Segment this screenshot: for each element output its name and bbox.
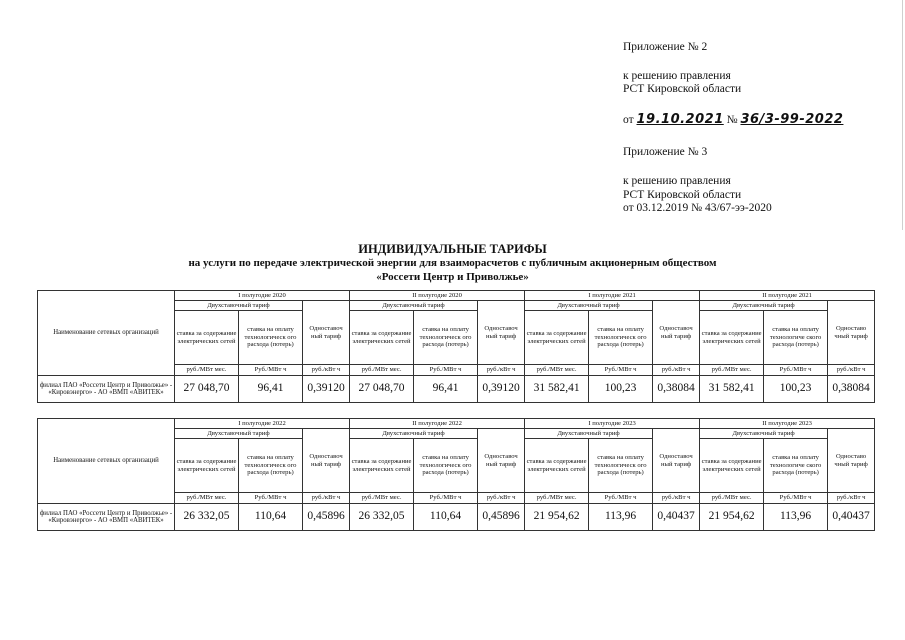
maintenance-rate-header: ставка за содержание электрических сетей — [350, 439, 414, 493]
two-rate-header: Двухставочный тариф — [350, 429, 478, 439]
table-row — [38, 376, 875, 403]
unit-cell: руб./кВт ч — [653, 365, 700, 376]
single-rate-header: Одноставоч ный тариф — [478, 429, 525, 493]
unit-cell: Руб./МВт ч — [589, 493, 653, 504]
org-header: Наименование сетевых организаций — [38, 291, 175, 376]
value-cell: 0,45896 — [478, 504, 525, 531]
org-name-cell: филиал ПАО «Россети Центр и Приволжье» - «Кировэнерго» - АО «ВМП «АВИТЕК» — [38, 504, 175, 531]
loss-rate-header: ставка на оплату технологическ ого расхода (потерь) — [589, 439, 653, 493]
unit-cell: руб./кВт ч — [303, 365, 350, 376]
tariff-table-2022-2023 — [37, 418, 875, 531]
value-cell: 27 048,70 — [175, 376, 239, 403]
two-rate-header: Двухставочный тариф — [700, 429, 828, 439]
loss-rate-header: ставка на оплату технологиче ского расхода (потерь) — [764, 311, 828, 365]
period-header: II полугодие 2021 — [700, 291, 875, 301]
value-cell: 31 582,41 — [525, 376, 589, 403]
annex-3-decision: к решению правления — [623, 175, 731, 187]
loss-rate-header: ставка на оплату технологическ ого расхода (потерь) — [414, 311, 478, 365]
loss-rate-header: ставка на оплату технологиче ского расхода (потерь) — [764, 439, 828, 493]
unit-cell: руб./кВт ч — [828, 493, 875, 504]
maintenance-rate-header: ставка за содержание электрических сетей — [525, 439, 589, 493]
annex-3-date: от 03.12.2019 № 43/67-ээ-2020 — [623, 202, 772, 214]
annex-3-label: Приложение № 3 — [623, 146, 708, 158]
unit-cell: руб./МВт мес. — [175, 365, 239, 376]
period-header: I полугодие 2022 — [175, 419, 350, 429]
annex-2-ot: от — [623, 114, 634, 126]
value-cell: 21 954,62 — [525, 504, 589, 531]
value-cell: 113,96 — [589, 504, 653, 531]
single-rate-header: Одноставо чный тариф — [828, 301, 875, 365]
period-header: II полугодие 2020 — [350, 291, 525, 301]
value-cell: 113,96 — [764, 504, 828, 531]
single-rate-header: Одноставоч ный тариф — [478, 301, 525, 365]
period-header: I полугодие 2020 — [175, 291, 350, 301]
two-rate-header: Двухставочный тариф — [700, 301, 828, 311]
table-row — [38, 504, 875, 531]
unit-cell: руб./кВт ч — [303, 493, 350, 504]
maintenance-rate-header: ставка за содержание электрических сетей — [700, 439, 764, 493]
value-cell: 100,23 — [764, 376, 828, 403]
period-header: II полугодие 2023 — [700, 419, 875, 429]
maintenance-rate-header: ставка за содержание электрических сетей — [175, 311, 239, 365]
value-cell: 96,41 — [239, 376, 303, 403]
handwritten-date: 19.10.2021 — [636, 112, 724, 127]
maintenance-rate-header: ставка за содержание электрических сетей — [175, 439, 239, 493]
single-rate-header: Одноставоч ный тариф — [303, 429, 350, 493]
value-cell: 110,64 — [239, 504, 303, 531]
loss-rate-header: ставка на оплату технологическ ого расхода (потерь) — [414, 439, 478, 493]
unit-cell: Руб./МВт ч — [239, 365, 303, 376]
value-cell: 0,39120 — [303, 376, 350, 403]
period-header: II полугодие 2022 — [350, 419, 525, 429]
unit-cell: Руб./МВт ч — [589, 365, 653, 376]
value-cell: 0,40437 — [828, 504, 875, 531]
value-cell: 26 332,05 — [350, 504, 414, 531]
annex-2-decision: к решению правления — [623, 70, 731, 82]
maintenance-rate-header: ставка за содержание электрических сетей — [700, 311, 764, 365]
two-rate-header: Двухставочный тариф — [525, 429, 653, 439]
value-cell: 26 332,05 — [175, 504, 239, 531]
unit-cell: руб./кВт ч — [653, 493, 700, 504]
single-rate-header: Одноставоч ный тариф — [653, 429, 700, 493]
document-title: ИНДИВИДУАЛЬНЫЕ ТАРИФЫ — [358, 242, 547, 256]
unit-cell: руб./МВт мес. — [350, 365, 414, 376]
value-cell: 0,38084 — [828, 376, 875, 403]
value-cell: 31 582,41 — [700, 376, 764, 403]
value-cell: 0,40437 — [653, 504, 700, 531]
unit-cell: руб./кВт ч — [478, 365, 525, 376]
two-rate-header: Двухставочный тариф — [175, 301, 303, 311]
two-rate-header: Двухставочный тариф — [175, 429, 303, 439]
unit-cell: руб./МВт мес. — [350, 493, 414, 504]
value-cell: 100,23 — [589, 376, 653, 403]
value-cell: 27 048,70 — [350, 376, 414, 403]
unit-cell: Руб./МВт ч — [239, 493, 303, 504]
two-rate-header: Двухставочный тариф — [525, 301, 653, 311]
value-cell: 0,45896 — [303, 504, 350, 531]
unit-cell: Руб./МВт ч — [764, 493, 828, 504]
unit-cell: руб./МВт мес. — [175, 493, 239, 504]
annex-2-date-line — [623, 113, 843, 127]
document-subtitle: на услуги по передаче электрической энергии для взаиморасчетов с публичным акционерным обществом — [188, 257, 717, 269]
period-header: I полугодие 2021 — [525, 291, 700, 301]
annex-2-authority: РСТ Кировской области — [623, 83, 742, 95]
unit-cell: Руб./МВт ч — [414, 493, 478, 504]
single-rate-header: Одноставоч ный тариф — [303, 301, 350, 365]
loss-rate-header: ставка на оплату технологическ ого расхода (потерь) — [239, 439, 303, 493]
document-company: «Россети Центр и Приволжье» — [376, 271, 529, 283]
two-rate-header: Двухставочный тариф — [350, 301, 478, 311]
annex-3-authority: РСТ Кировской области — [623, 189, 742, 201]
loss-rate-header: ставка на оплату технологическ ого расхода (потерь) — [239, 311, 303, 365]
org-header: Наименование сетевых организаций — [38, 419, 175, 504]
unit-cell: руб./МВт мес. — [700, 493, 764, 504]
value-cell: 0,39120 — [478, 376, 525, 403]
value-cell: 21 954,62 — [700, 504, 764, 531]
unit-cell: руб./МВт мес. — [700, 365, 764, 376]
value-cell: 0,38084 — [653, 376, 700, 403]
single-rate-header: Одноставоч ный тариф — [653, 301, 700, 365]
loss-rate-header: ставка на оплату технологическ ого расхода (потерь) — [589, 311, 653, 365]
annex-2-label: Приложение № 2 — [623, 41, 708, 53]
annex-2-no: № — [726, 114, 738, 126]
single-rate-header: Одноставо чный тариф — [828, 429, 875, 493]
value-cell: 96,41 — [414, 376, 478, 403]
unit-cell: руб./кВт ч — [828, 365, 875, 376]
tariff-table-2020-2021 — [37, 290, 875, 403]
unit-cell: Руб./МВт ч — [764, 365, 828, 376]
period-header: I полугодие 2023 — [525, 419, 700, 429]
handwritten-number: 36/3-99-2022 — [740, 112, 844, 127]
unit-cell: Руб./МВт ч — [414, 365, 478, 376]
maintenance-rate-header: ставка за содержание электрических сетей — [350, 311, 414, 365]
value-cell: 110,64 — [414, 504, 478, 531]
maintenance-rate-header: ставка за содержание электрических сетей — [525, 311, 589, 365]
unit-cell: руб./МВт мес. — [525, 493, 589, 504]
scan-edge-line — [902, 0, 903, 230]
org-name-cell: филиал ПАО «Россети Центр и Приволжье» - «Кировэнерго» - АО «ВМП «АВИТЕК» — [38, 376, 175, 403]
unit-cell: руб./МВт мес. — [525, 365, 589, 376]
unit-cell: руб./кВт ч — [478, 493, 525, 504]
